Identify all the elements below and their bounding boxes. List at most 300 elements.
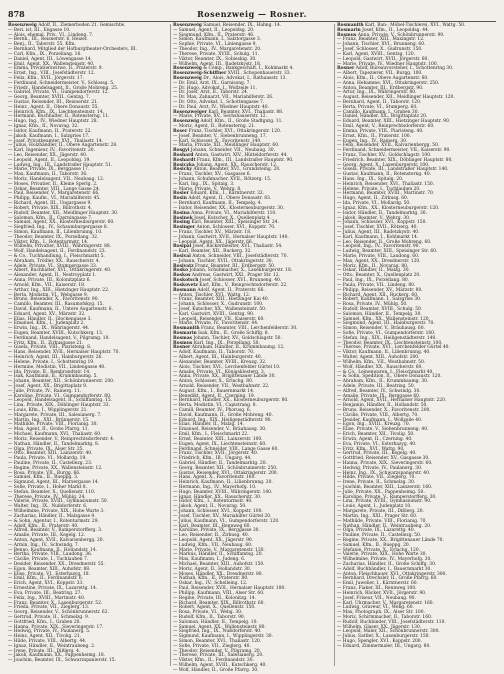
- entry-text: — Julie, Private, XX., Pappenheimg. 50.: [337, 489, 425, 495]
- entry-text: — Max, Kaufmann, II., Taborstr. 36.: [8, 172, 88, 178]
- entry-text: — Adele, Private, VI., Stumpergasse 33.: [8, 263, 98, 269]
- entry-text: — Nathan, Händler, II., Weintraubeng. 20.: [337, 523, 432, 529]
- entry-text: — Heinrich, Bäcker, XVII., Jörgerstr. 90.: [337, 590, 427, 596]
- entry-text: — Friedrich, Beamter, XIX., Döblinger Hauptstr. 80.: [337, 157, 453, 163]
- entry-text: — Anna, Private, XX., Brigittenauer Lände 30.: [173, 374, 276, 380]
- entry-text: — Elise, Private, VI., Esterhazyg. 18.: [8, 571, 90, 577]
- entry-text: — Ludwig, Graveur, VI., Webg. 60.: [337, 605, 414, 611]
- entry-text: Franz, Tischler, XVI., Ottakringerstr. 120.: [188, 128, 282, 134]
- entry-text: — Stefanie, Private, X., Erlachg. 120.: [337, 547, 421, 553]
- column-2: [170, 23, 334, 673]
- entry-text: — Bruno, Reisender, X., Favoritenstr. 200.: [337, 408, 431, 413]
- entry-text: — Moses, Privatier, II., Kleine Sperlg. 2.: [8, 181, 98, 187]
- entry-text: — Friedrich, Kfm., III., Ungarg. 44.: [173, 456, 252, 462]
- entry-text: — Dr. Max, Zahnarzt, VII., Mariahilferstr. 26.: [173, 95, 274, 101]
- columns: [6, 23, 498, 673]
- entry-text: — & Sohn, Agentur, I., Rotenturmstr. 29.: [8, 518, 99, 524]
- entry-text: — Heinrich, Reisender, XVI., Thaliastr. 150.: [337, 181, 435, 187]
- entry-text: — Emma, Privatierswitwe, II., Praterstr. 9.: [8, 66, 103, 72]
- entry-text: — Ludwig, Beamter, XIII., Speisinger Str. 60.: [337, 249, 438, 255]
- entry-text: — Margarete, Private, III., Salesianerg. 7.: [8, 412, 102, 418]
- entry-text: — Otto, Beamter, X., Quellenplatz 20.: [337, 273, 421, 279]
- entry-text: — Dr. Emil, Arzt, IX., Garnisong. 7.: [173, 80, 251, 86]
- entry-text: — Robert, Agent, X., Quellenstr. 150.: [173, 605, 256, 611]
- entry-text: — Rosa, Private, VI., Webg. 30.: [173, 610, 243, 616]
- entry-text: — Theodor, Ing., IV., Margaretenstr. 20.: [173, 47, 262, 53]
- entry-text: — Josef, Schlosser, X., Gudrunstr. 150.: [337, 47, 423, 53]
- entry-text: — Simon, Beamter, XVI., Thaliastr. 120.: [173, 639, 262, 644]
- entry-surname: Rosmanith: [173, 326, 200, 332]
- entry-text: — Felix, Kfm., XVII., Jörgerstr. 17.: [8, 75, 84, 81]
- entry-text: — Pauline, Private, II., Castellezg. 23.: [8, 460, 93, 466]
- entry-text: — Georg, Beamter, XII., Schönbrunnerstr. 250.: [173, 465, 278, 471]
- entry-text: — Benedikt, Agent, II., Czerning. 19.: [173, 393, 256, 399]
- column-3: [334, 24, 498, 666]
- entry-text: — Ferdinand, Handelsagent, V., Pilgramg. 10.: [8, 335, 110, 341]
- entry-text: — Bernhard, Kaufmann, II., Tempelg. 4.: [173, 201, 262, 207]
- entry-text: — Richard, Agent, XII., Ruckerg. 60.: [337, 292, 419, 298]
- entry-text: — Leopold, Maler, XII., Schönbrunnerstr. 300.: [337, 629, 440, 635]
- entry-text: — Siegmund, Kfm., II., Praterstr. 46.: [173, 32, 255, 38]
- entry-text: — Benno, Kaufmann, II., Hollandstr. 14.: [8, 547, 97, 553]
- entry-text: — Adolf, Kaufmann, II., Taborstr. 70.: [173, 350, 255, 356]
- entry-text: — Theodor, Beamter, IX., Liechtensteinstr. 100.: [337, 340, 443, 346]
- entry-text: Karl, Beamter, XIII., Speisinger Str. 24.: [191, 220, 279, 226]
- entry-text: — Eduard, Beamter, XIII., Hietzinger Hauptstr. 90.: [337, 119, 451, 125]
- entry-surname: Rosmus: [173, 340, 193, 346]
- entry-text: Johann, Tischler, XV., Goldschlagstr. 50.: [193, 335, 282, 341]
- entry-text: — Jakob, Kaufmann, XX., Pappenheimg. 18.: [8, 653, 106, 659]
- entry-text: — Ignaz, Kfm., II., Novarag. 32.: [8, 124, 79, 130]
- entry-text: — Leo, Reisender, II., Große Mohreng. 60.: [337, 239, 432, 245]
- entry-text: — Therese, Private, XVIII., Schulg. 11.: [173, 51, 259, 57]
- entry-text: — Erich, Beamter, XII., Tivolig. 50.: [337, 432, 415, 438]
- entry-text: — & Sohn, Spedition, II., Obere Donaustr. 120.: [337, 374, 442, 380]
- entry-text: Isak, Kfm., II., Große Schiffg. 8.: [198, 331, 269, 336]
- entry-text: — Hermann, Buchhalter, II., Rotensterng. 11.: [8, 114, 110, 120]
- entry-text: Adolf, II., Ziemerboden 21. Gemischtw.: [38, 23, 126, 28]
- entry-text: — Samuel, Kfm., II., Rueppg. 3.: [8, 475, 79, 481]
- entry-text: — Philipp, Reisender, XV., Märzstr. 80.: [337, 287, 423, 293]
- entry-text: Anton, Schlosser, XVI., Koppstr. 70.: [196, 225, 276, 231]
- page-title: Rosenzweig — Rosner.: [197, 9, 307, 19]
- entry-text: — Franz, Tischler, XV., Märzstr. 18.: [173, 229, 252, 235]
- entry-text: — Julius, Kaufmann, VI., Gumpendorferstr. 120.: [173, 518, 280, 524]
- entry-text: — Dr. Paul, Arzt, IV., Wiedner Hauptstr. 40.: [173, 104, 269, 110]
- entry-text: — Fritz, Kfm., XVI., Wattg. 90.: [337, 446, 405, 452]
- entry-text: — Hedwig, Private, IV., Paulanerg. 5.: [8, 629, 91, 635]
- entry-text: — Wilhelm, Privatier, XVIII., Währingerstr. 88.: [8, 244, 112, 250]
- entry-text: — Josef, Beamter, V., Siebenbrunneng. 17.: [173, 133, 267, 139]
- entry-text: — Friedr., Handelsagent, II., Große Mohreng. 25.: [8, 85, 119, 91]
- entry-text: — Johann, Tischler, XVII., Ottakringerstr. 30.: [173, 258, 273, 264]
- entry-text: — Alois, ehemal. Priv., VI., Lindeng. 7.: [8, 32, 94, 38]
- entry-text: — Eugen, Agent, IX., Liechtensteinstr. 60.: [173, 441, 267, 447]
- entry-text: — Marie, Private, V., Margaretenstr. 120.: [173, 547, 265, 553]
- entry-surname: Rosmarin: [337, 27, 361, 33]
- entry-text: — Max, Kaufmann, I., Judeng. 6.: [173, 557, 246, 563]
- entry-text: — Max, Agent, XX., Dresdnerstr. 120.: [337, 258, 421, 264]
- entry-surname: Rosina: [173, 210, 190, 216]
- entry-surname: Rosing: [173, 220, 190, 226]
- entry-text: — Bertha, Private, VIII., Laudong. 36.: [8, 552, 93, 558]
- entry-text: — Ignaz, Händler, XX., Rauscherstr. 30.: [173, 494, 262, 500]
- entry-surname: Rosko: [173, 268, 189, 274]
- directory-entry: [8, 659, 168, 664]
- entry-text: — Karl, Ing., IX., Spitalg. 3.: [173, 181, 235, 187]
- entry-text: — Ferdinand, Schneider, VIII., Lange Gasse 60.: [173, 446, 279, 452]
- entry-text: — Hugo, Agent, II., Zirkusg. 60.: [337, 196, 409, 202]
- entry-surname: Rosin: [173, 196, 187, 202]
- entry-text: — Josef, Kutscher, XX., Wallensteinstr. 50.: [173, 306, 267, 312]
- entry-surname: Rosenzweig: [8, 23, 37, 28]
- entry-text: — Desider, Reisender, XX., Dresdnerstr. 55.: [8, 562, 105, 567]
- entry-text: — Rudolf, Kfm., II., Taborstr. 90.: [173, 614, 246, 620]
- entry-text: — Anna, Private, III., Kolonitzplatz 6.: [8, 278, 91, 284]
- entry-text: — Bernh., III., Reisnerstr. 6, Heizer.: [8, 37, 88, 43]
- entry-text: — Alfred, Beamter, V., Ramperstorfferg. 3.: [8, 528, 103, 534]
- entry-text: — Gustav, Kaufmann, II., Rotensterng. 40.: [337, 172, 432, 178]
- entry-text: — Leopold, Reisender, VII., Kaiserstr. 60.: [173, 316, 265, 322]
- entry-text: — Jakob, Kaufmann, I., Salzgries 17.: [8, 133, 90, 139]
- entry-text: Karl, Kfm., V., Reinprechtsdorferstr. 22.: [199, 282, 288, 288]
- entry-text: — Marie, Private, IX., Berggasse 17.: [8, 167, 90, 173]
- entry-text: — Heinz, Agent, XII., Tivolig. 21.: [8, 634, 82, 640]
- entry-text: — Albert, Agent, III., Hainburgerstr. 40.: [173, 355, 263, 361]
- entry-surname: Roshard: [173, 152, 194, 158]
- entry-text: — Louis, Agent, I., Judenplatz 10.: [337, 504, 412, 510]
- entry-text: — Anton, Fleischhauer, XVI., Ottakringerstr. 300.: [337, 571, 447, 577]
- entry-text: — Leopold, Handelsagent, II., Schiffamtsg. 15.: [8, 398, 113, 404]
- entry-text: — Sofie, Private, I., Hoher Markt 8.: [8, 485, 88, 490]
- entry-text: — Gabriel, Händler, II., Tandelmarktg. 20.: [173, 460, 267, 466]
- entry-text: — Anton, Agent, XVII., Kalvarienbergg. 20.: [8, 537, 104, 543]
- entry-text: — Paula, Private, VI., Mollardg. 19.: [8, 456, 87, 462]
- entry-text: Adolf, Agent, II., Obere Donaustr. 83.: [188, 196, 272, 202]
- entry-text: Eduard, Kfm., I., Kärntnerstr. 32.: [190, 191, 265, 197]
- entry-text: — Jakob, Agent, II., Novarag. 50.: [173, 504, 247, 510]
- entry-text: — Emil, Kfm., II., Ferdinandstr. 6.: [8, 576, 84, 582]
- entry-text: — Berta, Modistin, VI., Capistrang. 8.: [173, 403, 257, 409]
- entry-text: — Daniel, Händler, XX., Brigittaplatz 20.: [337, 114, 428, 120]
- entry-text: Josef, Kfm., II., Leopoldsg. 44.: [362, 27, 430, 33]
- entry-text: — Robert, Private, XIX., Billrothstr. 4.: [8, 205, 93, 211]
- entry-text: — Hugo, Beamter, XVIII., Währingerstr. 140.: [173, 489, 273, 495]
- entry-text: — Eduard, Ing., XIX., Heiligenstädterstr. 90.: [173, 417, 272, 423]
- entry-text: Anton, Schneider, VIII., Josefstädterstr. 70.: [192, 254, 288, 259]
- entry-text: — Arnold, Agent, XVII., Hernalser Hauptstr. 220.: [337, 398, 447, 404]
- entry-text: — Camill, Beamter, IV., Phorusg. 6.: [173, 408, 252, 413]
- entry-text: — Eugen, Ing., IV., Rainerg. 30.: [337, 138, 408, 144]
- entry-text: Anna, Private, VI., Mariahilferstr. 110.: [191, 210, 277, 216]
- entry-text: — Bernhard, Mitglied der Hofburgtheater-Orchesters, III.: [8, 47, 138, 53]
- entry-text: — Georg, Beamter, XVIII., Gentzg. 7.: [8, 95, 91, 101]
- entry-text: Josef, Bäckermeister, XVI., Thaliastr. 54.: [192, 244, 283, 250]
- entry-text: — Hedwig, Private, IV., Paulanerg. 30.: [337, 465, 423, 471]
- entry-text: — Oskar, Händler, II., Malzg. 30.: [337, 268, 410, 274]
- entry-text: — Wolf, Händler, II., Große Pfarrg. 30.: [173, 667, 259, 673]
- entry-text: — Franz, Beamter, XIII., Maxingstr. 12.: [337, 37, 425, 43]
- column-1: [6, 24, 170, 666]
- entry-text: — Simon, Kaufmann, I., Salztorgasse 3.: [173, 37, 262, 43]
- entry-text: — Joachim, Beamter, IX., Schwarzspanierstr. 15.: [8, 658, 116, 664]
- entry-text: — Isidor, Kaufmann, II., Praterstr. 22.: [8, 128, 92, 134]
- entry-surname: Rosenzweig: [173, 66, 202, 72]
- entry-text: — Ignaz, Händler, II., Weintraubeng. 2.: [8, 643, 96, 649]
- entry-text: — Rudolf, Beamter, XII., Meidlinger Hauptstr. 30.: [8, 210, 119, 216]
- entry-text: — Dr. Hugo, Advokat, I., Wollzeile 11.: [173, 85, 257, 91]
- entry-text: — Julie, Private, IV., Rainerg. 11.: [8, 388, 82, 394]
- entry-text: — Isidor, Kfm., I., Rotenturmstr. 40.: [173, 499, 253, 505]
- entry-text: — Valerie, Private, XVIII., Gymnasiumstr. 50.: [8, 499, 109, 505]
- entry-text: — Cäcilie, Private, VIII., Albertg. 70.: [337, 412, 419, 418]
- entry-text: — Philipp, Kaufm., VI., Mariahilferstr. 45.: [8, 196, 101, 202]
- entry-text: — Arthur, Ing., XIII., Hietzinger Hauptstr. 22.: [8, 287, 110, 293]
- entry-text: — Bernhard, Händler, XX., Klosterneuburgerstr. 80.: [173, 398, 289, 404]
- entry-text: — Arnold, Kfm., VII., Kaiserstr. 18.: [8, 282, 86, 288]
- entry-text: — Wilhelm, Glaser, XX., Jägerstr. 130.: [337, 624, 422, 630]
- entry-text: — Hans, Ing., IX., Spitalg. 20.: [337, 177, 404, 182]
- entry-text: — Wolf, Handelsagent, II., Ferdinandstr. 23.: [8, 249, 106, 255]
- entry-text: — Adele, Private, III., Beatrixg. 50.: [337, 383, 416, 389]
- entry-surname: Rosinger: [173, 225, 196, 231]
- entry-text: Johann, Agent, XX., Rauscherstr. 12.: [196, 162, 278, 168]
- entry-text: XVIII., Schopenhauerstr. 33.: [227, 71, 291, 77]
- entry-text: — Ernst, Kfm., II., Praterstr. 100.: [337, 133, 411, 139]
- entry-surname: Rosenzweig: [173, 23, 202, 28]
- entry-text: — Dr. Otto, Advokat, I., Schottengasse 7.: [173, 100, 265, 105]
- entry-text: — Therese, Private, XVI., Lerchenfelder Gürtel 40.: [337, 345, 450, 351]
- entry-text: — Alexander, Agent, II., Nestroyplatz 1.: [8, 273, 97, 279]
- entry-text: — Philipp, Kaufmann, VIII., Alser Str. 60.: [173, 590, 265, 596]
- entry-text: — Hanna, Private, XIX., Sieveringerstr. 60.: [337, 460, 433, 466]
- entry-text: — Frieda, Private, VII., Zieglerg. 13.: [8, 605, 90, 611]
- entry-text: — Josef, Privatbeamter, XVI., Thaliastr. 14.: [8, 138, 104, 144]
- entry-text: — Camillo, Beamter, III., Rasumofskyg. 15.: [8, 302, 104, 308]
- entry-text: Franz, Beamter, III., Erdbergstr. 50.: [195, 263, 276, 269]
- entry-text: — Johann, Schlosser, XVI., Koppstr. 150.: [337, 220, 427, 226]
- entry-text: — Heinrich, Agent, III., Hainburgerstr. 26.: [8, 355, 103, 361]
- entry-text: — Ludwig, Ing., III., Landstraßer Hauptstr. 51.: [8, 162, 113, 168]
- entry-text: — Maria, Private, XII., Meidlinger Hauptstr. 60.: [173, 143, 280, 149]
- entry-text: Franz, Kfm., III., Landstraßer Hauptstr. 90.: [196, 157, 294, 163]
- entry-text: — Karoline, Private, V., Ramperstorfferg. 30.: [337, 494, 437, 500]
- entry-text: — Marie, Private, VIII., Laudong. 60.: [337, 254, 420, 259]
- entry-text: — Karl, Gastwirt, XVIII., Gentzg. 90.: [173, 311, 255, 317]
- entry-text: — Johann, Schuhmacher, XVII., Rötzerg. 15.: [173, 177, 272, 182]
- entry-text: — Walter, Agent, XIII., Auhofstr. 200.: [337, 355, 420, 361]
- entry-surname: Rosenzwig: [173, 119, 200, 125]
- entry-text: — Leopold, Gastwirt, XVII., Jörgerstr. 60.: [337, 56, 429, 62]
- entry-text: — Johann, Beamter, XII., Schönbrunnerstr. 200.: [8, 379, 115, 385]
- entry-text: — Regine, Private, XX., Wallensteinstr. 12.: [8, 465, 103, 471]
- entry-text: — Leopold, Ing., IV., Favoritenstr. 90.: [337, 244, 420, 250]
- entry-text: — Stefan, Beamter, X., Quellenstr. 110.: [8, 489, 96, 495]
- entry-text: — Armin, Ing., IV., Schwindg. 7.: [8, 542, 80, 548]
- entry-text: — Viktor, Beamter, IX., Sobieskig. 30.: [173, 56, 257, 62]
- entry-text: — Siegmund, Agent, III., Hainburgerstr. 70.: [337, 321, 435, 327]
- entry-text: — Moriz, Schirmmacher, II., Taborstr. 160.: [337, 614, 433, 620]
- entry-text: — Amalie, Private, VI., Königsklosterg. 3.: [173, 369, 266, 375]
- entry-text: — Erich, Agent, XVI., Koppstr. 33.: [8, 581, 84, 587]
- entry-text: — Karl, Beamter, XII., Ruckerg. 32.: [173, 249, 252, 255]
- entry-text: — Franz, Tischler, XV., Goldschlagstr. 100.: [337, 152, 432, 158]
- entry-text: — Gottfried, Kfm., I., Graben 20.: [8, 619, 81, 625]
- entry-text: — Eva, Private, III., Beatrixg. 27.: [8, 590, 82, 596]
- entry-text: — Franz, Beamter, XIII., Hietzinger Kai 40.: [173, 297, 270, 303]
- entry-surname: Rosmarin: [173, 331, 197, 336]
- entry-text: Josef, Schlosser, XVI., Brunneng. 40.: [199, 278, 282, 284]
- entry-text: — Wilhelm, Agent, XVIII., Kutschkerg. 40.: [173, 663, 267, 669]
- entry-text: — Isidor, Reisender, XX., Klosterneuburgerstr. 30.: [173, 205, 285, 211]
- entry-text: — Julius, Holzhändler, II., Obere Augartenstr. 28.: [8, 143, 118, 149]
- entry-text: — Hermann, Beamter, XVIII., Martinstr. 70.: [337, 191, 435, 197]
- entry-text: — Emil, Agent, V., Reinprechtsdorferstr. 60.: [337, 124, 435, 130]
- entry-text: — Abraham, Trödler, XX., Rauscherstr. 4.: [8, 258, 100, 264]
- entry-text: — Hugo, Spengler, XVI., Koppstr. 200.: [337, 639, 422, 644]
- entry-text: — Wilhelm, Kfm., VII., Westbahnstr. 50.: [337, 359, 426, 365]
- entry-text: — Eduard, Zimmermaler, III., Ungarg. 80.: [337, 643, 431, 649]
- entry-text: — Marie, Private, IV., Favoritenstr. 44.: [173, 321, 259, 327]
- entry-text: — Wilhelmine, Private, IV., Mayerhofg. 30.: [337, 557, 432, 563]
- entry-text: — Adolf, Buchhändler, I., Bauernmarkt 30.: [337, 566, 432, 572]
- entry-surname: Rosmanith: [337, 23, 364, 28]
- entry-text: — Max, Agent, II., Große Pfarrg. 11.: [8, 427, 89, 433]
- entry-text: — Theodor, Reisender, V., Pilgramg. 20.: [173, 648, 262, 654]
- entry-text: — Fritz, Kfm., II., Zirkusgasse 21.: [8, 340, 84, 346]
- entry-text: — Leopold, Agent, II., Leopoldsg. 19.: [8, 157, 91, 163]
- entry-text: — Mathilde, Private, VIII., Florianig. 70.: [337, 518, 427, 524]
- entry-text: — Stefan, Ing., XIX., Heiligenstädterstr. 140.: [337, 335, 437, 341]
- entry-text: — Leopold, Agent, XX., Jägerstr. 66.: [173, 239, 254, 245]
- entry-text: — Felix, Ing., XVIII., Martinstr. 40.: [8, 595, 86, 601]
- entry-text: — Sigmund, Kaufmann, I., Wipplingerstr. 30.: [173, 634, 273, 640]
- entry-text: — Ida, Private, VI., Mollardg. 50.: [337, 201, 411, 207]
- entry-text: — Viktor, Kfm., II., Ferdinandstr. 30.: [173, 658, 254, 664]
- entry-text: Josef, Kutscher, X., Quellenplatz 4.: [194, 215, 272, 221]
- entry-text: — Rosa, Private, IV., Mühlg. 50.: [337, 302, 408, 308]
- entry-text: — Karl, Ingenieur, IV., Favoritenstr. 20.: [8, 148, 95, 154]
- entry-text: Anton, Beamter, XVI., Grundsteing. 20.: [193, 167, 281, 173]
- page-header: [8, 8, 496, 20]
- entry-surname: Rosmas: [173, 335, 193, 341]
- entry-surname: Roskotsch: [173, 278, 199, 284]
- entry-text: — Albert, Buchhalter, XVI., Ottakringerstr. 40.: [8, 268, 112, 274]
- entry-text: — Moses, Händler, XX., Dresdnerstr. 80.: [173, 571, 263, 577]
- entry-text: — Leopold, Agent, XX., Jägerstr. 90.: [173, 537, 254, 543]
- entry-text: — Elise, Private, V., Siebenbrunneng. 40.: [337, 427, 429, 433]
- entry-text: Franz, Beamter, VIII., Lerchenfelderstr. 30.: [201, 326, 298, 332]
- entry-text: — David, Kaufmann, II., Große Mohreng. 40.: [173, 412, 273, 418]
- entry-text: — Ernst, Ing., VIII., Josefstädterstr. 12.: [8, 71, 96, 77]
- entry-text: — Erwin, Ing., IX., Währingerstr. 44.: [8, 326, 90, 332]
- entry-text: — Richard, Agent, III., Ungargasse 9.: [8, 201, 92, 207]
- entry-surname: Rosenzweiger: [173, 109, 207, 115]
- entry-text: — Simon, Kaufmann, II., Lilienbrunng. 10.: [8, 229, 103, 235]
- entry-text: — Karl, Kaufmann, I., Kohlmarkt 14.: [337, 234, 419, 240]
- entry-text: — Samuel, Kfm., II., Rueppg. 20.: [337, 542, 411, 548]
- entry-text: — Hans, Reisender, XVII., Hernalser Hauptstr. 70.: [8, 350, 120, 356]
- entry-text: — Moriz, Reisender, V., Reinprechtsdorferstr. 4.: [8, 436, 115, 442]
- entry-text: — Lina, Private, XIX., Döblinger Hauptstr. 33.: [8, 403, 110, 409]
- entry-text: Abraham, Händler, II., Krummbaumg. 12.: [191, 345, 285, 351]
- entry-text: — August, Reisender, XII., Meidlinger Hauptstr. 120.: [337, 95, 455, 101]
- entry-text: — Salomon, Händler, II., Tempelg. 30.: [337, 311, 422, 317]
- entry-text: — Regine, Private, XX., Brigittenauer Lände 70.: [337, 537, 444, 543]
- entry-text: — Olga, Private, IX., Lazarettg. 40.: [337, 528, 416, 534]
- entry-text: — Nathan, Händler, II., Tandelmarktg. 8.: [8, 441, 100, 447]
- entry-text: — Anton, Beamter, III., Erdbergstr. 90.: [337, 85, 424, 91]
- entry-text: — Emanuel, Reisender, V., Bräuhausg. 30.: [173, 427, 267, 433]
- entry-text: — Emil, Agent, XX., Wallensteinstr. 40.: [8, 61, 95, 67]
- entry-text: — Arnold, Reisender, VII., Westbahnstr. 22.: [173, 383, 270, 389]
- entry-text: — Viktor, Kaufmann, II., Lilienbrunng. 40.: [337, 350, 431, 356]
- entry-text: — Anton, Schlosser, X., Erlachg. 80.: [173, 379, 254, 385]
- entry-text: — Johann, Tischler, XVI., Brunneng. 60.: [337, 42, 426, 48]
- entry-text: — Marie, Private, XV., Sechshauserstr. 12.: [173, 114, 267, 120]
- entry-text: — Ferdinand, Schneidermeister, VII., Kaiserstr. 90.: [337, 148, 451, 154]
- entry-text: — Karl, Uhrmacher, V., Margaretenstr. 160.: [337, 600, 434, 606]
- entry-text: — Eduard, Agent, XV., Märzstr. 32.: [8, 311, 86, 317]
- entry-text: — Marie, Private, V., Wehrg. 8.: [173, 186, 242, 192]
- entry-text: — Samuel, Kfm., XX., Wallensteinstr. 120.: [337, 316, 430, 322]
- entry-text: — Josef, Agent, XX., Brigittaplatz 9.: [8, 383, 88, 389]
- entry-text: — Markus, Händler, II., Schiffamtsg. 20.: [173, 552, 263, 558]
- entry-text: — Paul, Ing., IX., Porzellang. 80.: [337, 278, 410, 284]
- entry-text: — Rudolf, Beamter, XVIII., Schulg. 50.: [337, 306, 423, 312]
- entry-text: — Heinrich, Kfm., IX., Liechtensteinstr. 14.: [8, 109, 104, 115]
- entry-surname: Roser: [173, 128, 188, 134]
- entry-text: — Egon, Ing., XVIII., Kreuzg. 70.: [337, 422, 411, 428]
- entry-text: Karl, Beamter, XVI., Thaliastr. 88.: [208, 109, 284, 115]
- entry-text: — Ferdinand, Schneidermeister, V., Schlossg. 5.: [8, 80, 115, 86]
- entry-surname: Roskos: [173, 273, 191, 279]
- entry-text: — Amalie, Private, IX., Berggasse 60.: [337, 393, 421, 399]
- entry-text: — Bernhard, Agent, II., Taborstr. 120.: [337, 100, 422, 105]
- entry-text: — Daniel, Agent, III., Löwengasse 14.: [8, 56, 92, 62]
- entry-text: — August, Kfm., I., Bauernmarkt 14.: [173, 388, 255, 394]
- entry-text: — Camillo, Kaufmann, I., Graben 30.: [337, 109, 419, 115]
- entry-text: — David, Kaufmann, II., Untere Augartenstr. 6.: [8, 306, 113, 312]
- entry-text: — Emanuel, Kfm., I., Judenplatz 2.: [8, 321, 85, 327]
- entry-text: — Johann, Schlosser, X., Gudrunstr. 100.: [173, 302, 264, 308]
- entry-text: — Sophie, Private, VI., Liniengasse 9.: [173, 42, 257, 48]
- entry-text: — Moriz, Handelsagent, VII., Neubaug. 12.: [8, 177, 105, 182]
- entry-surname: Rosivatz: [173, 263, 194, 269]
- entry-text: — Paula, Private, VII., Lindeng. 80.: [337, 282, 416, 288]
- entry-text: — Valerie, Private, XIX., Hohe Warte 30.: [337, 552, 427, 558]
- entry-text: — Isak, Kaufmann, II., Krummbaumg. 5.: [8, 374, 98, 380]
- entry-text: — Gertrud, Private, II., Schmelzg. 9.: [8, 614, 90, 620]
- entry-text: — Emil, Juwelier, I., Kärntnerstr. 60.: [337, 581, 418, 587]
- entry-text: — Michael, Kaufmann, XVI., Thaliastr. 60.: [8, 432, 102, 438]
- entry-text: — Gustav, Reisender, III., Reisnerstr. 21.: [8, 100, 99, 105]
- entry-surname: Rosicky: [173, 167, 192, 173]
- entry-text: — Helene, Private, I., Tuchlauben 20.: [337, 186, 421, 192]
- entry-text: — Bruno, Reisender, X., Favoritenstr. 90.: [8, 297, 99, 303]
- entry-text: — Jakob, Beamter, V., Wehrg. 30.: [337, 215, 411, 221]
- entry-text: — Erwin, Agent, II., Czerning. 40.: [337, 436, 413, 442]
- entry-text: Anna, Private, V., Schönbrunnerstr. 90.: [357, 32, 445, 38]
- entry-text: — Gabriel, Private, VI., Gumpendorferstr. 12.: [8, 90, 109, 96]
- entry-text: — Elias, Händler, II., Glockengasse 3.: [8, 316, 92, 322]
- entry-text: Anton, Gastwirt, XIV., Hütteldorferstr. 44.: [194, 152, 288, 158]
- entry-text: — Theodor, Beamter, IX., Porzellang. 32.: [8, 234, 99, 240]
- entry-text: — Mathilde, Private, VIII., Florianig. 30.: [8, 422, 98, 428]
- entry-text: — Sigmund, Agent, III., Marxergasse 14.: [8, 480, 100, 486]
- entry-text: — Oskar, Beamter, VIII., Lange Gasse 24.: [8, 186, 101, 192]
- entry-text: — Artur, Ing., IX., Währingerstr. 80.: [337, 90, 417, 96]
